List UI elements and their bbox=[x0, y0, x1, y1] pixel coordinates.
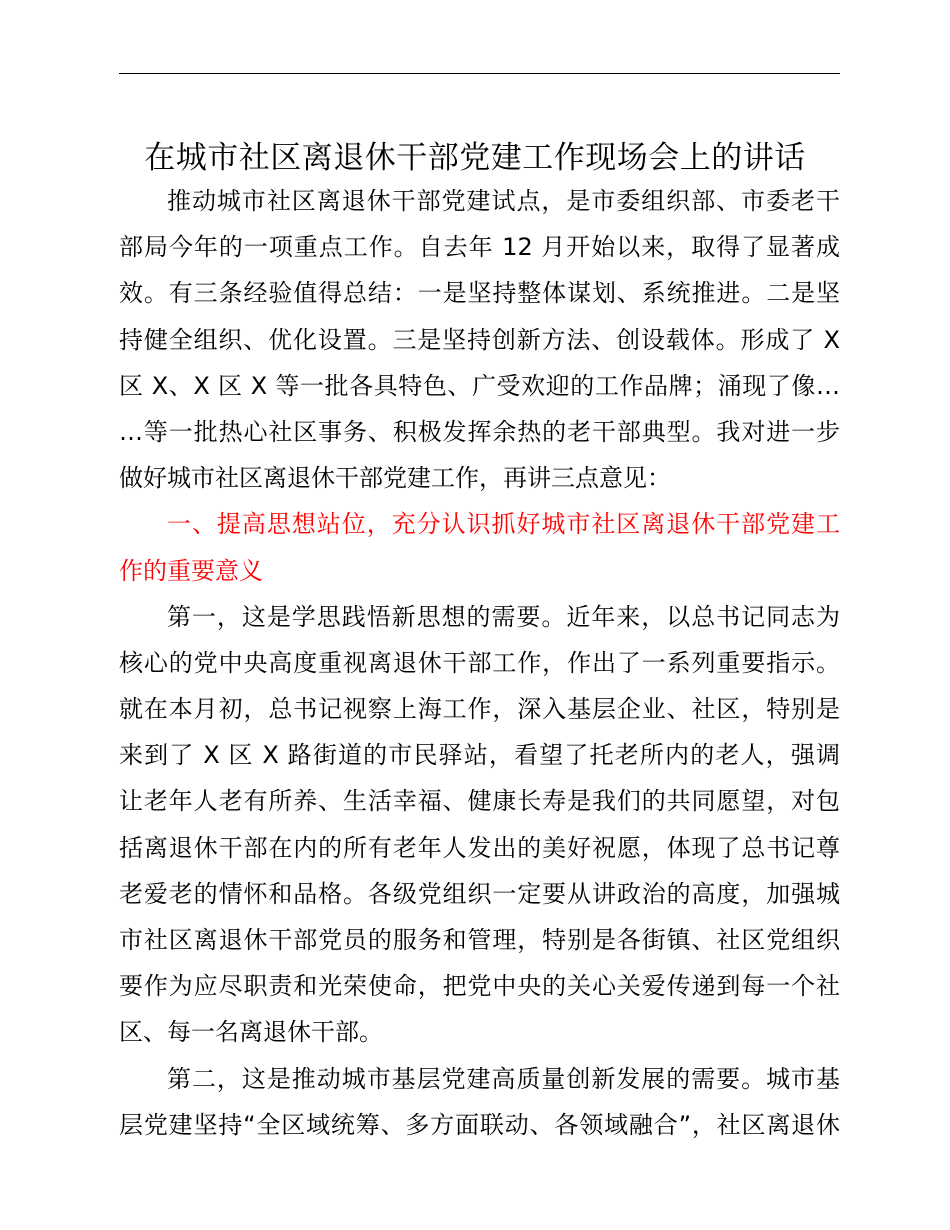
document-body bbox=[119, 178, 840, 1148]
paragraph-line: 来到了 X 区 X 路街道的市民驿站，看望了托老所内的老人，强调 bbox=[119, 741, 840, 770]
paragraph-line: 市社区离退休干部党员的服务和管理，特别是各街镇、社区党组织 bbox=[119, 926, 840, 954]
header-rule bbox=[119, 73, 840, 74]
paragraph-line: 老爱老的情怀和品格。各级党组织一定要从讲政治的高度，加强城 bbox=[119, 879, 840, 908]
paragraph-line: 就在本月初，总书记视察上海工作，深入基层企业、社区，特别是 bbox=[119, 695, 840, 724]
paragraph-line: 第二，这是推动城市基层党建高质量创新发展的需要。城市基 bbox=[167, 1064, 840, 1093]
paragraph-line: …等一批热心社区事务、积极发挥余热的老干部典型。我对进一步 bbox=[119, 417, 840, 446]
paragraph-line: 推动城市社区离退休干部党建试点，是市委组织部、市委老干 bbox=[167, 187, 840, 215]
paragraph-line: 持健全组织、优化设置。三是坚持创新方法、创设载体。形成了 X bbox=[119, 325, 840, 354]
paragraph-line: 区 X、X 区 X 等一批各具特色、广受欢迎的工作品牌；涌现了像… bbox=[119, 371, 840, 400]
paragraph-line: 让老年人老有所养、生活幸福、健康长寿是我们的共同愿望，对包 bbox=[119, 787, 840, 816]
paragraph-line: 层党建坚持“全区域统筹、多方面联动、各领域融合”，社区离退休 bbox=[119, 1110, 840, 1139]
paragraph-line: 核心的党中央高度重视离退休干部工作，作出了一系列重要指示。 bbox=[119, 648, 840, 677]
paragraph-line: 要作为应尽职责和光荣使命，把党中央的关心关爱传递到每一个社 bbox=[119, 972, 840, 1001]
paragraph-line: 效。有三条经验值得总结：一是坚持整体谋划、系统推进。二是坚 bbox=[119, 279, 840, 308]
paragraph-line: 做好城市社区离退休干部党建工作，再讲三点意见： bbox=[119, 464, 671, 493]
paragraph-line: 部局今年的一项重点工作。自去年 12 月开始以来，取得了显著成 bbox=[119, 233, 840, 262]
paragraph-line: 第一，这是学思践悟新思想的需要。近年来，以总书记同志为 bbox=[167, 602, 840, 631]
paragraph-line: 括离退休干部在内的所有老年人发出的美好祝愿，体现了总书记尊 bbox=[119, 833, 840, 862]
paragraph-line: 区、每一名离退休干部。 bbox=[119, 1018, 383, 1047]
section-heading-line: 一、提高思想站位，充分认识抓好城市社区离退休干部党建工 bbox=[167, 510, 840, 539]
document-title: 在城市社区离退休干部党建工作现场会上的讲话 bbox=[144, 140, 806, 176]
section-heading-line: 作的重要意义 bbox=[119, 556, 263, 585]
